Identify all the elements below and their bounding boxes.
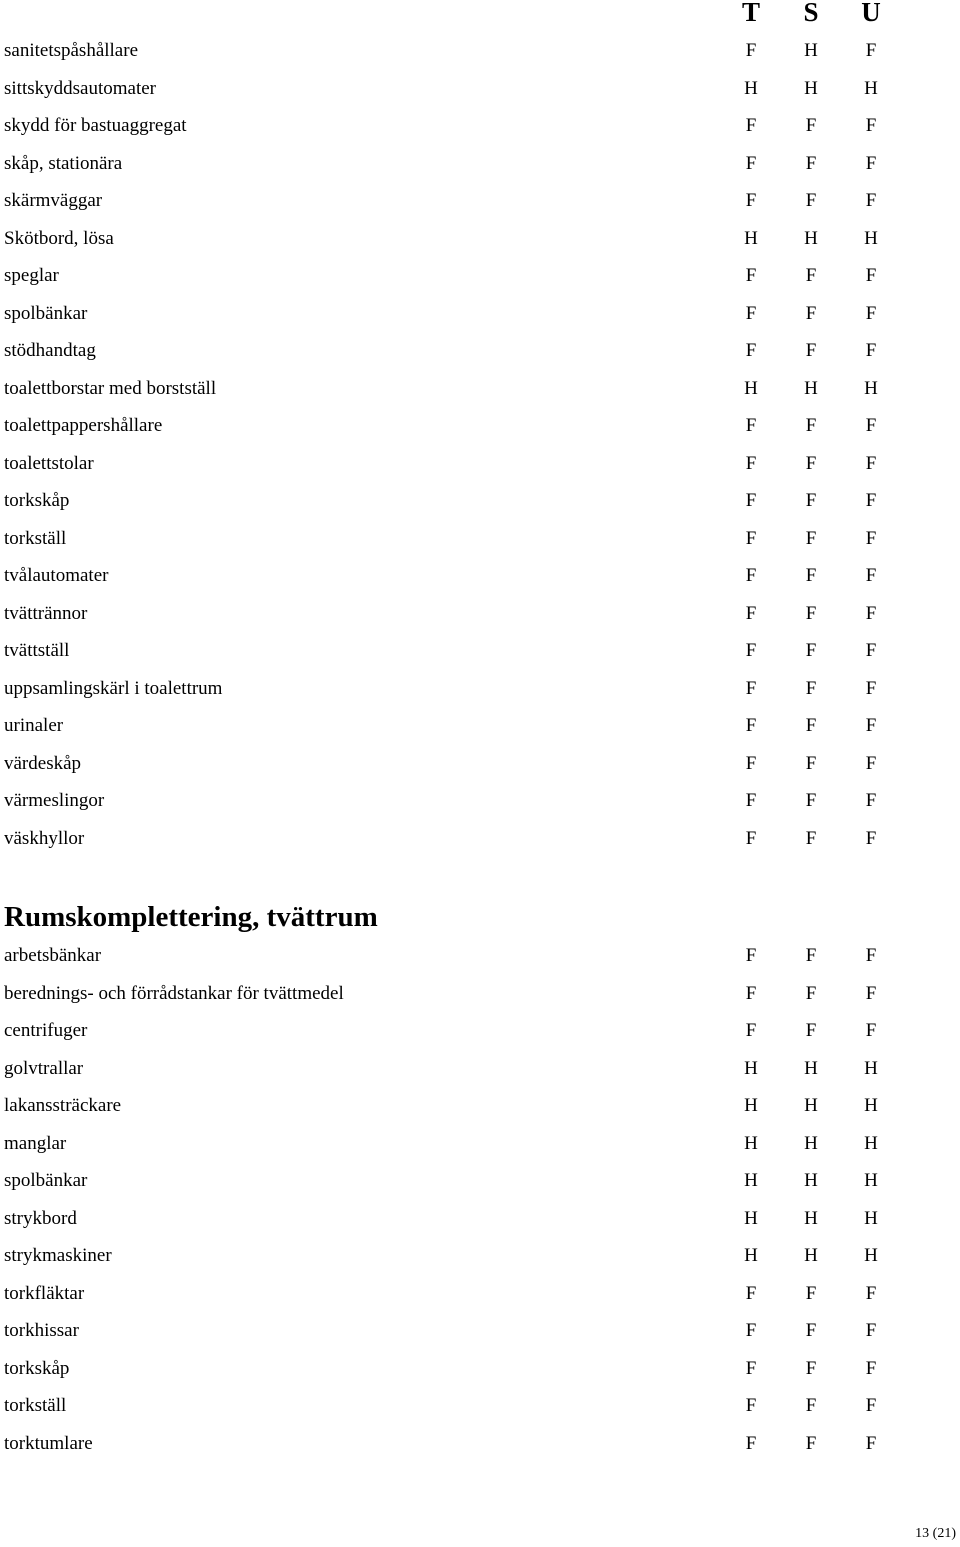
item-label: toalettborstar med borstställ bbox=[4, 377, 217, 399]
table-row bbox=[4, 1012, 904, 1050]
value-t: F bbox=[745, 945, 757, 966]
value-t: F bbox=[745, 982, 757, 1004]
value-s: F bbox=[805, 152, 817, 174]
value-s: F bbox=[805, 340, 817, 361]
value-u: H bbox=[864, 1095, 878, 1116]
item-label: tvättställ bbox=[4, 640, 70, 661]
value-u: F bbox=[865, 490, 877, 511]
table-row bbox=[4, 482, 904, 520]
value-u: F bbox=[865, 115, 877, 136]
value-s: F bbox=[805, 1432, 817, 1454]
value-t: F bbox=[745, 790, 757, 811]
value-t: F bbox=[745, 340, 757, 361]
item-label: spolbänkar bbox=[4, 302, 88, 324]
table-row bbox=[4, 1050, 904, 1088]
value-u: F bbox=[865, 1432, 877, 1454]
item-label: uppsamlingskärl i toalettrum bbox=[4, 677, 223, 699]
value-u: F bbox=[865, 565, 877, 586]
value-s: F bbox=[805, 1357, 817, 1379]
value-u: F bbox=[865, 265, 877, 286]
value-u: H bbox=[864, 1170, 878, 1191]
table-row bbox=[4, 1200, 904, 1238]
value-t: F bbox=[745, 190, 757, 211]
value-u: H bbox=[864, 1057, 878, 1079]
table-row bbox=[4, 1237, 904, 1275]
value-t: F bbox=[745, 302, 757, 324]
value-u: F bbox=[865, 1320, 877, 1341]
value-t: H bbox=[744, 1095, 758, 1116]
item-label: tvålautomater bbox=[4, 565, 109, 586]
value-t: F bbox=[745, 265, 757, 286]
value-s: F bbox=[805, 452, 817, 474]
value-u: F bbox=[865, 190, 877, 211]
table-row bbox=[4, 145, 904, 183]
value-u: H bbox=[864, 77, 878, 99]
value-s: F bbox=[805, 945, 817, 966]
table-row bbox=[4, 557, 904, 595]
item-label: spolbänkar bbox=[4, 1170, 88, 1191]
value-t: H bbox=[744, 227, 758, 249]
value-u: F bbox=[865, 1282, 877, 1304]
row-list bbox=[4, 32, 904, 857]
table-row bbox=[4, 670, 904, 708]
table-row bbox=[4, 295, 904, 333]
table-row bbox=[4, 70, 904, 108]
value-u: F bbox=[865, 827, 877, 849]
value-u: F bbox=[865, 452, 877, 474]
value-s: H bbox=[804, 1207, 818, 1229]
value-s: H bbox=[804, 227, 818, 249]
value-s: H bbox=[804, 377, 818, 399]
item-label: strykbord bbox=[4, 1207, 77, 1229]
table-row bbox=[4, 407, 904, 445]
table-row bbox=[4, 1087, 904, 1125]
value-s: F bbox=[805, 752, 817, 774]
value-t: F bbox=[745, 677, 757, 699]
value-t: H bbox=[744, 1057, 758, 1079]
table-row bbox=[4, 1162, 904, 1200]
value-u: H bbox=[864, 377, 878, 399]
table-row bbox=[4, 182, 904, 220]
item-label: torkhissar bbox=[4, 1320, 79, 1341]
value-u: F bbox=[865, 602, 877, 624]
value-s: F bbox=[805, 715, 817, 736]
value-s: H bbox=[804, 40, 818, 61]
table-row bbox=[4, 937, 904, 975]
value-t: F bbox=[745, 565, 757, 586]
value-t: F bbox=[745, 715, 757, 736]
value-s: H bbox=[804, 1057, 818, 1079]
value-s: F bbox=[805, 1395, 817, 1416]
value-s: F bbox=[805, 565, 817, 586]
item-label: torktumlare bbox=[4, 1432, 93, 1454]
value-u: F bbox=[865, 752, 877, 774]
value-s: H bbox=[804, 77, 818, 99]
item-label: torkskåp bbox=[4, 490, 70, 511]
value-u: F bbox=[865, 152, 877, 174]
value-s: F bbox=[805, 1320, 817, 1341]
column-header-t: T bbox=[741, 0, 760, 27]
value-t: F bbox=[745, 415, 757, 436]
value-s: H bbox=[804, 1132, 818, 1154]
value-t: F bbox=[745, 1020, 757, 1041]
item-label: manglar bbox=[4, 1132, 67, 1154]
table-row bbox=[4, 632, 904, 670]
section-laundry-room bbox=[4, 897, 904, 1462]
value-s: F bbox=[805, 1282, 817, 1304]
value-s: F bbox=[805, 602, 817, 624]
value-t: F bbox=[745, 1282, 757, 1304]
value-t: H bbox=[744, 77, 758, 99]
value-t: F bbox=[745, 152, 757, 174]
item-label: lakanssträckare bbox=[4, 1095, 122, 1116]
column-header-s: S bbox=[803, 0, 819, 27]
value-t: F bbox=[745, 490, 757, 511]
value-u: H bbox=[864, 1245, 878, 1266]
item-label: urinaler bbox=[4, 715, 64, 736]
value-u: F bbox=[865, 527, 877, 549]
value-s: F bbox=[805, 265, 817, 286]
table-row bbox=[4, 820, 904, 858]
item-label: berednings- och förrådstankar för tvättmedel bbox=[4, 982, 344, 1004]
value-t: H bbox=[744, 1207, 758, 1229]
item-label: centrifuger bbox=[4, 1020, 88, 1041]
item-label: toalettpappershållare bbox=[4, 415, 163, 436]
value-s: H bbox=[804, 1245, 818, 1266]
table-row bbox=[4, 707, 904, 745]
table-row bbox=[4, 1350, 904, 1388]
item-label: sittskyddsautomater bbox=[4, 77, 156, 99]
table-row bbox=[4, 595, 904, 633]
item-label: stödhandtag bbox=[4, 340, 96, 361]
value-u: F bbox=[865, 640, 877, 661]
value-t: F bbox=[745, 752, 757, 774]
item-label: tvättrännor bbox=[4, 602, 88, 624]
item-label: skåp, stationära bbox=[4, 152, 123, 174]
value-u: F bbox=[865, 1357, 877, 1379]
section-title: Rumskomplettering, tvättrum bbox=[4, 901, 378, 933]
table-row bbox=[4, 332, 904, 370]
value-s: F bbox=[805, 115, 817, 136]
value-t: F bbox=[745, 1395, 757, 1416]
table-row bbox=[4, 1125, 904, 1163]
table-row bbox=[4, 520, 904, 558]
value-t: H bbox=[744, 1170, 758, 1191]
item-label: värdeskåp bbox=[4, 752, 82, 774]
value-u: F bbox=[865, 1020, 877, 1041]
table-row bbox=[4, 1275, 904, 1313]
value-s: F bbox=[805, 527, 817, 549]
value-u: F bbox=[865, 302, 877, 324]
value-u: H bbox=[864, 1132, 878, 1154]
value-s: F bbox=[805, 302, 817, 324]
value-t: F bbox=[745, 115, 757, 136]
item-label: Skötbord, lösa bbox=[4, 227, 114, 249]
value-u: H bbox=[864, 1207, 878, 1229]
value-u: F bbox=[865, 790, 877, 811]
item-label: skärmväggar bbox=[4, 190, 103, 211]
value-t: F bbox=[745, 1432, 757, 1454]
value-u: F bbox=[865, 715, 877, 736]
table-row bbox=[4, 1425, 904, 1463]
value-u: F bbox=[865, 982, 877, 1004]
item-label: torkställ bbox=[4, 527, 67, 549]
item-label: torkställ bbox=[4, 1395, 67, 1416]
value-s: H bbox=[804, 1170, 818, 1191]
value-t: H bbox=[744, 377, 758, 399]
item-label: strykmaskiner bbox=[4, 1245, 112, 1266]
table-row bbox=[4, 782, 904, 820]
value-s: F bbox=[805, 982, 817, 1004]
table-row bbox=[4, 745, 904, 783]
page-number: 13 (21) bbox=[915, 1526, 956, 1541]
table-row bbox=[4, 107, 904, 145]
table-row bbox=[4, 220, 904, 258]
value-u: H bbox=[864, 227, 878, 249]
value-u: F bbox=[865, 677, 877, 699]
item-label: torkfläktar bbox=[4, 1282, 85, 1304]
value-t: F bbox=[745, 602, 757, 624]
value-t: F bbox=[745, 1320, 757, 1341]
item-label: värmeslingor bbox=[4, 790, 105, 811]
value-t: F bbox=[745, 1357, 757, 1379]
value-u: F bbox=[865, 340, 877, 361]
value-t: F bbox=[745, 452, 757, 474]
value-s: F bbox=[805, 190, 817, 211]
table-row bbox=[4, 32, 904, 70]
value-t: H bbox=[744, 1245, 758, 1266]
value-t: F bbox=[745, 40, 757, 61]
value-t: F bbox=[745, 640, 757, 661]
value-s: F bbox=[805, 1020, 817, 1041]
value-s: F bbox=[805, 677, 817, 699]
item-label: skydd för bastuaggregat bbox=[4, 115, 187, 136]
table-row bbox=[4, 257, 904, 295]
item-label: arbetsbänkar bbox=[4, 945, 102, 966]
item-label: toalettstolar bbox=[4, 452, 94, 474]
value-t: F bbox=[745, 527, 757, 549]
value-s: F bbox=[805, 790, 817, 811]
value-s: F bbox=[805, 415, 817, 436]
item-label: väskhyllor bbox=[4, 827, 85, 849]
table-row bbox=[4, 445, 904, 483]
table-row bbox=[4, 1387, 904, 1425]
value-s: H bbox=[804, 1095, 818, 1116]
item-label: torkskåp bbox=[4, 1357, 70, 1379]
value-s: F bbox=[805, 827, 817, 849]
value-u: F bbox=[865, 945, 877, 966]
value-t: F bbox=[745, 827, 757, 849]
row-list bbox=[4, 937, 904, 1462]
item-label: sanitetspåshållare bbox=[4, 40, 139, 61]
value-t: H bbox=[744, 1132, 758, 1154]
item-label: speglar bbox=[4, 265, 59, 286]
value-u: F bbox=[865, 1395, 877, 1416]
table-row bbox=[4, 370, 904, 408]
value-s: F bbox=[805, 640, 817, 661]
table-row bbox=[4, 1312, 904, 1350]
table-row bbox=[4, 975, 904, 1013]
value-u: F bbox=[865, 40, 877, 61]
column-header-u: U bbox=[861, 0, 881, 27]
section-sanitary-items bbox=[4, 32, 904, 857]
item-label: golvtrallar bbox=[4, 1057, 84, 1079]
value-u: F bbox=[865, 415, 877, 436]
value-s: F bbox=[805, 490, 817, 511]
